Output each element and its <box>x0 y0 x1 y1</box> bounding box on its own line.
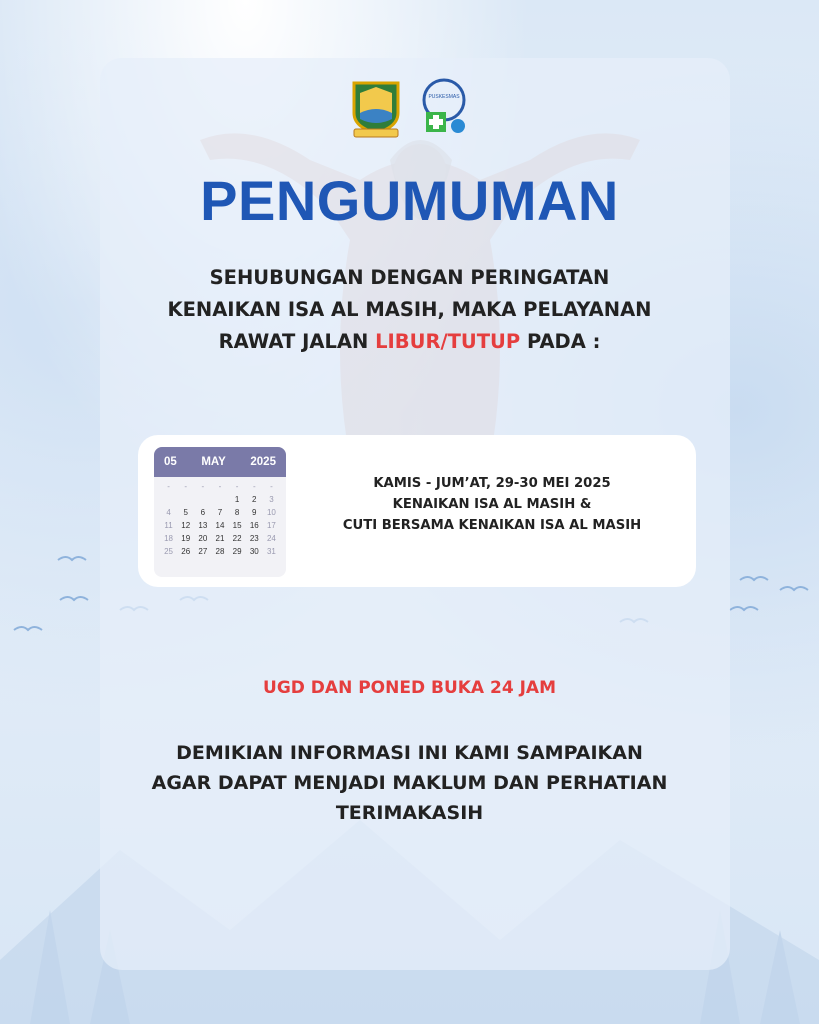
calendar-header <box>154 447 286 477</box>
calendar-day: 1 <box>234 495 240 504</box>
calendar-day-header: - <box>218 482 222 491</box>
intro-line-3-suffix: PADA : <box>520 330 601 353</box>
calendar-day <box>194 494 211 505</box>
closing-line-3: TERIMAKASIH <box>335 802 484 824</box>
calendar-day: 22 <box>232 534 242 543</box>
holiday-card <box>138 435 696 587</box>
puskesmas-logo-text: PUSKESMAS <box>428 94 460 100</box>
closed-highlight: LIBUR/TUTUP <box>375 330 521 353</box>
calendar-day-header: - <box>167 482 170 491</box>
calendar-day: 2 <box>252 495 257 504</box>
calendar-day: 19 <box>181 534 191 543</box>
calendar-day-header: - <box>270 482 273 491</box>
intro-line-1: SEHUBUNGAN DENGAN PERINGATAN <box>209 266 610 289</box>
holiday-details <box>302 473 682 536</box>
calendar-day: 11 <box>164 521 173 530</box>
calendar-day: 12 <box>181 521 191 530</box>
calendar-day <box>160 494 177 505</box>
emergency-notice: UGD DAN PONED BUKA 24 JAM <box>263 678 556 698</box>
calendar-year: 2025 <box>250 456 276 468</box>
calendar-day: 18 <box>164 534 174 543</box>
calendar-day: 9 <box>252 508 257 517</box>
calendar-day: 28 <box>215 547 225 556</box>
calendar-day: 3 <box>269 495 274 504</box>
intro-text <box>100 262 719 358</box>
calendar-day: 13 <box>198 521 208 530</box>
calendar-day: 23 <box>249 534 259 543</box>
calendar-day: 26 <box>181 547 191 556</box>
logo-group <box>350 74 480 144</box>
holiday-leave: CUTI BERSAMA KENAIKAN ISA AL MASIH <box>342 518 642 533</box>
calendar-day: 21 <box>215 534 225 543</box>
calendar-day <box>211 494 228 505</box>
page-title: PENGUMUMAN <box>200 169 619 232</box>
calendar-day: 5 <box>183 508 188 517</box>
calendar-day: 14 <box>215 521 225 530</box>
calendar-day-header: - <box>252 482 256 491</box>
intro-line-3 <box>100 326 719 358</box>
calendar-grid <box>154 477 286 557</box>
closing-line-2: AGAR DAPAT MENJADI MAKLUM DAN PERHATIAN <box>151 772 668 794</box>
calendar-month: MAY <box>201 456 226 468</box>
closing-text <box>80 738 739 828</box>
intro-line-2: KENAIKAN ISA AL MASIH, MAKA PELAYANAN <box>167 298 652 321</box>
calendar-month-number: 05 <box>164 456 177 468</box>
calendar-day: 24 <box>266 534 276 543</box>
calendar-day: 7 <box>217 508 223 517</box>
holiday-date: KAMIS - JUM’AT, 29-30 MEI 2025 <box>373 476 611 491</box>
kabupaten-emblem-logo <box>350 79 402 139</box>
calendar-day: 15 <box>232 521 242 530</box>
closing-line-1: DEMIKIAN INFORMASI INI KAMI SAMPAIKAN <box>176 742 643 764</box>
puskesmas-logo <box>416 78 472 140</box>
calendar-day: 31 <box>266 547 276 556</box>
calendar-day: 30 <box>249 547 259 556</box>
calendar-day: 6 <box>200 508 206 517</box>
calendar-day: 17 <box>266 521 276 530</box>
calendar-day: 8 <box>234 508 240 517</box>
calendar-day: 20 <box>198 534 208 543</box>
calendar-day-header: - <box>235 482 239 491</box>
calendar-day: 27 <box>198 547 208 556</box>
calendar-widget <box>154 447 286 577</box>
calendar-day <box>177 494 194 505</box>
calendar-day: 4 <box>166 508 171 517</box>
calendar-day-header: - <box>201 482 205 491</box>
intro-line-3-prefix: RAWAT JALAN <box>218 330 376 353</box>
holiday-name: KENAIKAN ISA AL MASIH & <box>392 497 592 512</box>
calendar-day: 10 <box>266 508 276 517</box>
calendar-day: 16 <box>249 521 259 530</box>
calendar-day-header: - <box>184 482 188 491</box>
calendar-day: 25 <box>164 547 174 556</box>
calendar-day: 29 <box>232 547 242 556</box>
